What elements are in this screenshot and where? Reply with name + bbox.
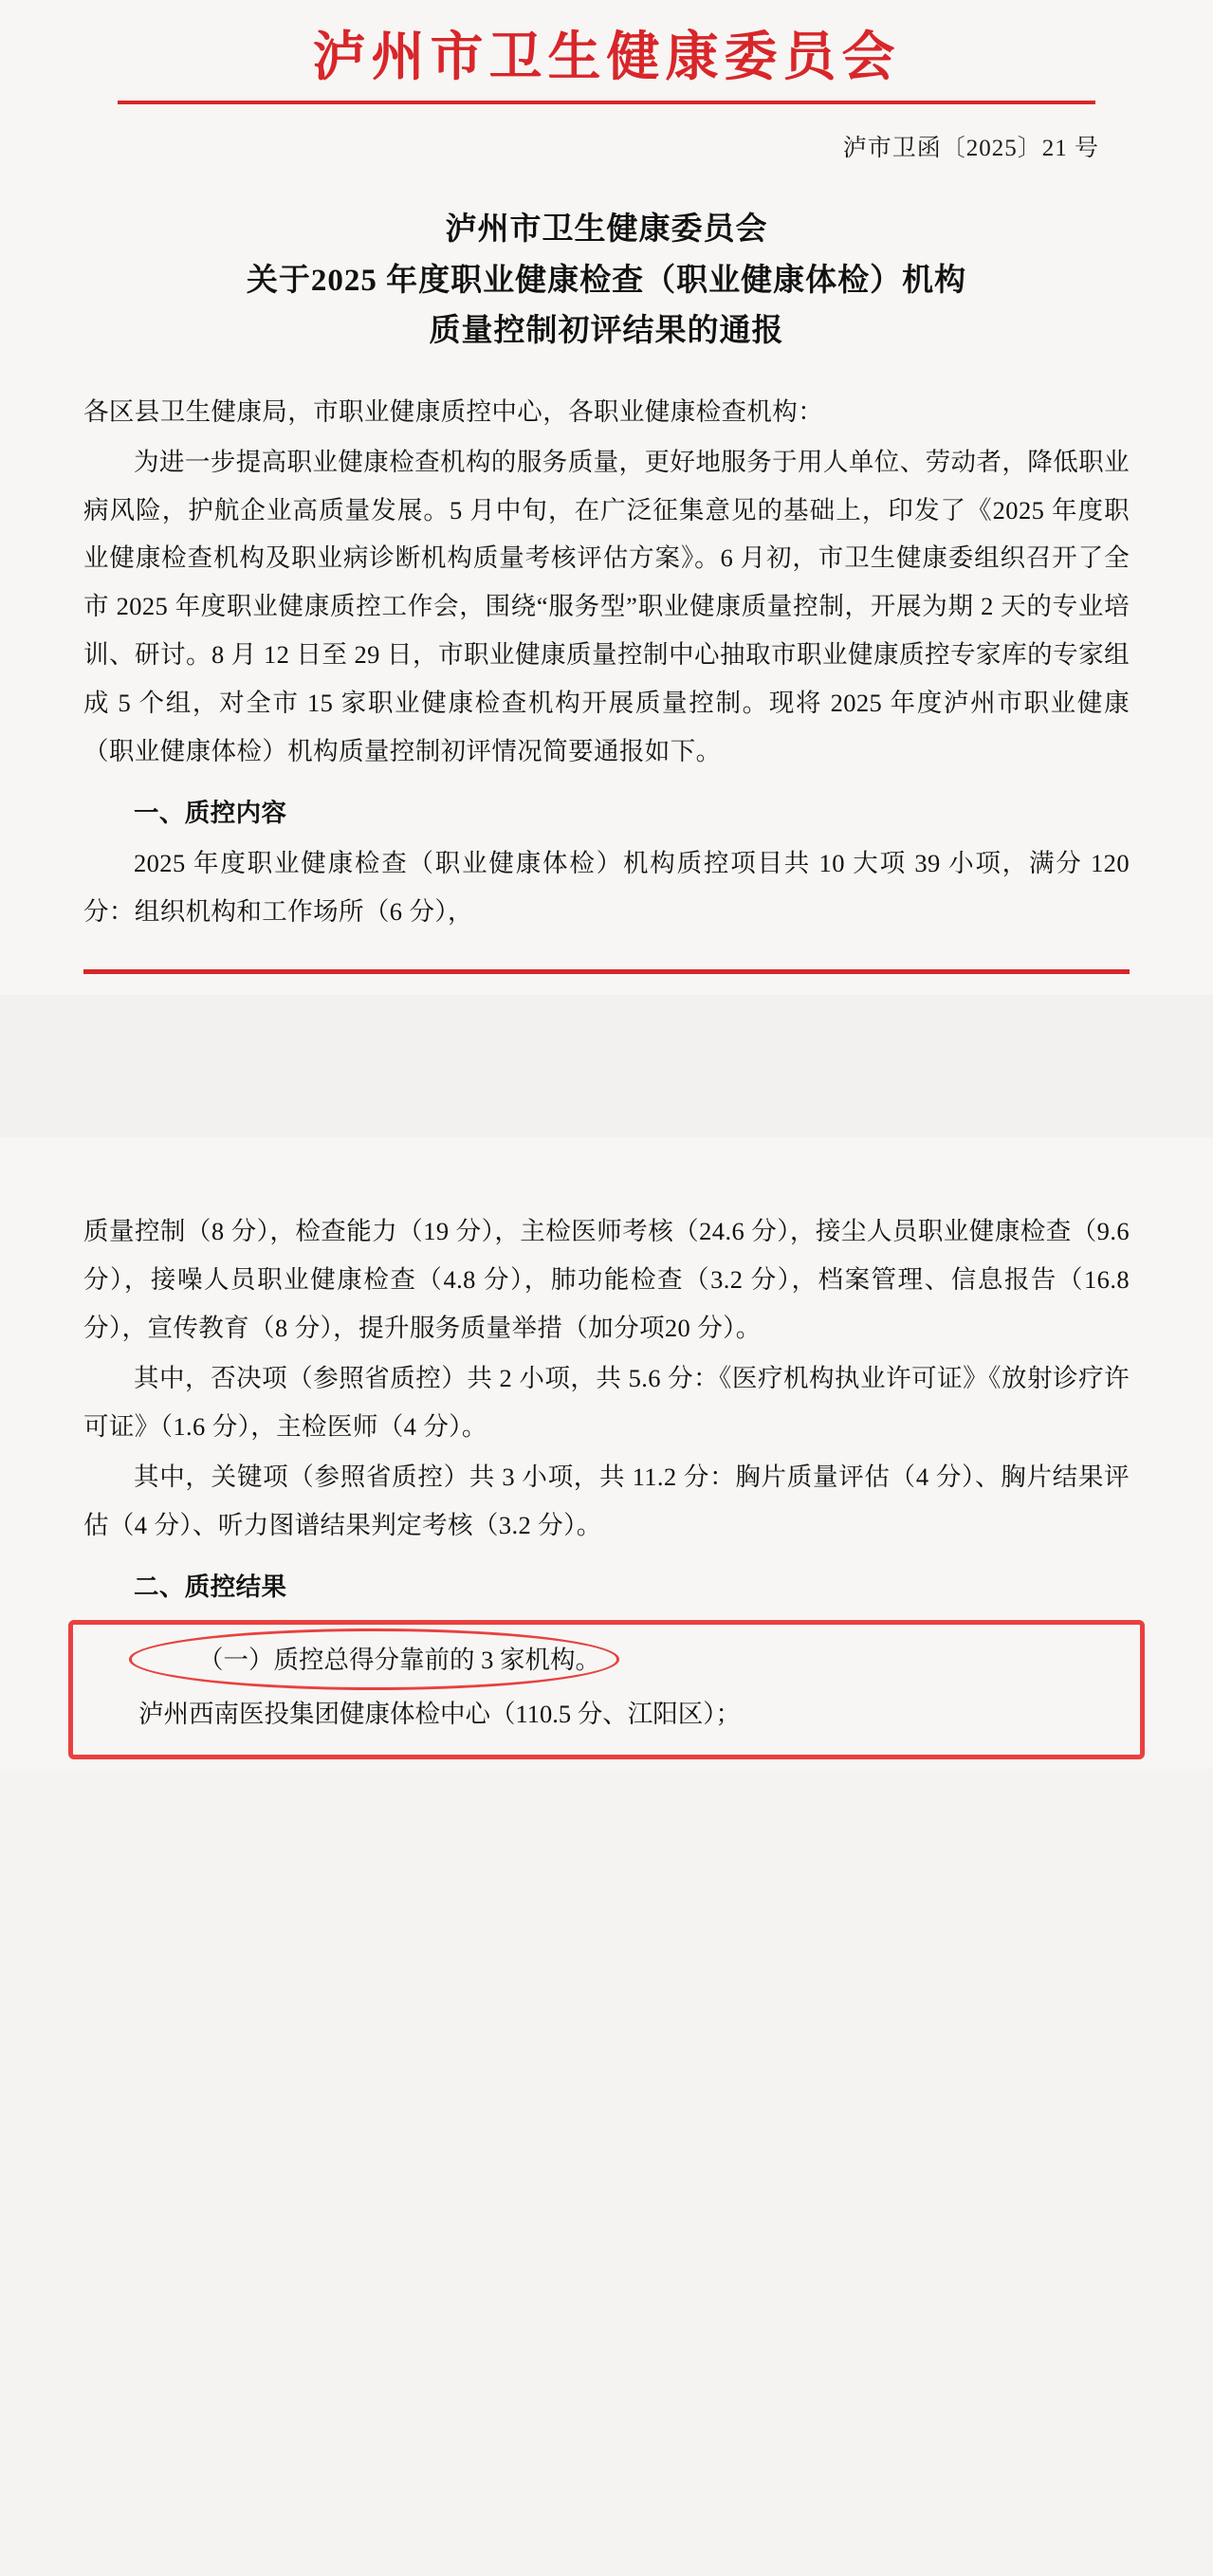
letterhead xyxy=(0,17,1213,104)
document-title xyxy=(0,163,1213,357)
document-body-second-page xyxy=(0,1177,1213,1610)
document-number: 泸市卫函〔2025〕21 号 xyxy=(842,136,1099,162)
letterhead-organization-name: 泸州市卫生健康委员会 xyxy=(312,26,901,88)
page-footer-red-rule xyxy=(83,969,1130,974)
paragraph-veto-items: 其中，否决项（参照省质控）共 2 小项，共 5.6 分：《医疗机构执业许可证》《放射诊疗许可证》（1.6 分），主检医师（4 分）。 xyxy=(83,1364,1130,1441)
salutation: 各区县卫生健康局，市职业健康质控中心，各职业健康检查机构： xyxy=(83,396,824,426)
result-subheading-text: （一）质控总得分靠前的 3 家机构。 xyxy=(198,1646,600,1675)
section-heading-quality-control-content: 一、质控内容 xyxy=(134,798,287,827)
document-body-first-page xyxy=(0,358,1213,936)
document-sheet-first xyxy=(0,0,1213,995)
page-separator-gap xyxy=(0,995,1213,1137)
document-sheet-second xyxy=(0,1137,1213,1769)
result-subheading-top-three xyxy=(88,1634,1125,1685)
paragraph-control-items: 2025 年度职业健康检查（职业健康体检）机构质控项目共 10 大项 39 小项，满分 120 分：组织机构和工作场所（6 分）， xyxy=(83,848,1130,926)
paragraph-background: 为进一步提高职业健康检查机构的服务质量，更好地服务于用人单位、劳动者，降低职业病风险，护航企业高质量发展。5 月中旬，在广泛征集意见的基础上，印发了《2025 年度职业健康检查机构及职业病诊断机构质量考核评估方案》。6 月初，市卫生健康委组织召开了全市 2025 年度职业健康质控工作会，围绕“服务型”职业健康质量控制，开展为期 2 天的专业培训、研讨。8 月 12 日至 29 日，市职业健康质量控制中心抽取市职业健康质控专家库的专家组成 5 个组，对全市 15 家职业健康检查机构开展质量控制。现将 2025 年度泸州市职业健康（职业健康体检）机构质量控制初评情况简要通报如下。 xyxy=(83,447,1130,765)
document-title-line-1: 泸州市卫生健康委员会 xyxy=(445,212,768,248)
highlighted-results-box xyxy=(68,1620,1145,1759)
section-heading-quality-control-results: 二、质控结果 xyxy=(134,1572,287,1601)
document-title-line-3: 质量控制初评结果的通报 xyxy=(429,314,784,349)
paragraph-key-items: 其中，关键项（参照省质控）共 3 小项，共 11.2 分：胸片质量评估（4 分）、胸片结果评估（4 分）、听力图谱结果判定考核（3.2 分）。 xyxy=(83,1462,1130,1539)
document-title-line-2: 关于2025 年度职业健康检查（职业健康体检）机构 xyxy=(246,263,967,298)
result-institution-line-1: 泸州西南医投集团健康体检中心（110.5 分、江阳区）； xyxy=(138,1699,742,1728)
paragraph-score-breakdown: 质量控制（8 分），检查能力（19 分），主检医师考核（24.6 分），接尘人员职业健康检查（9.6 分），接噪人员职业健康检查（4.8 分），肺功能检查（3.2 分），档案管理、信息报告（16.8 分），宣传教育（8 分），提升服务质量举措（加分项20 分）。 xyxy=(83,1217,1130,1343)
